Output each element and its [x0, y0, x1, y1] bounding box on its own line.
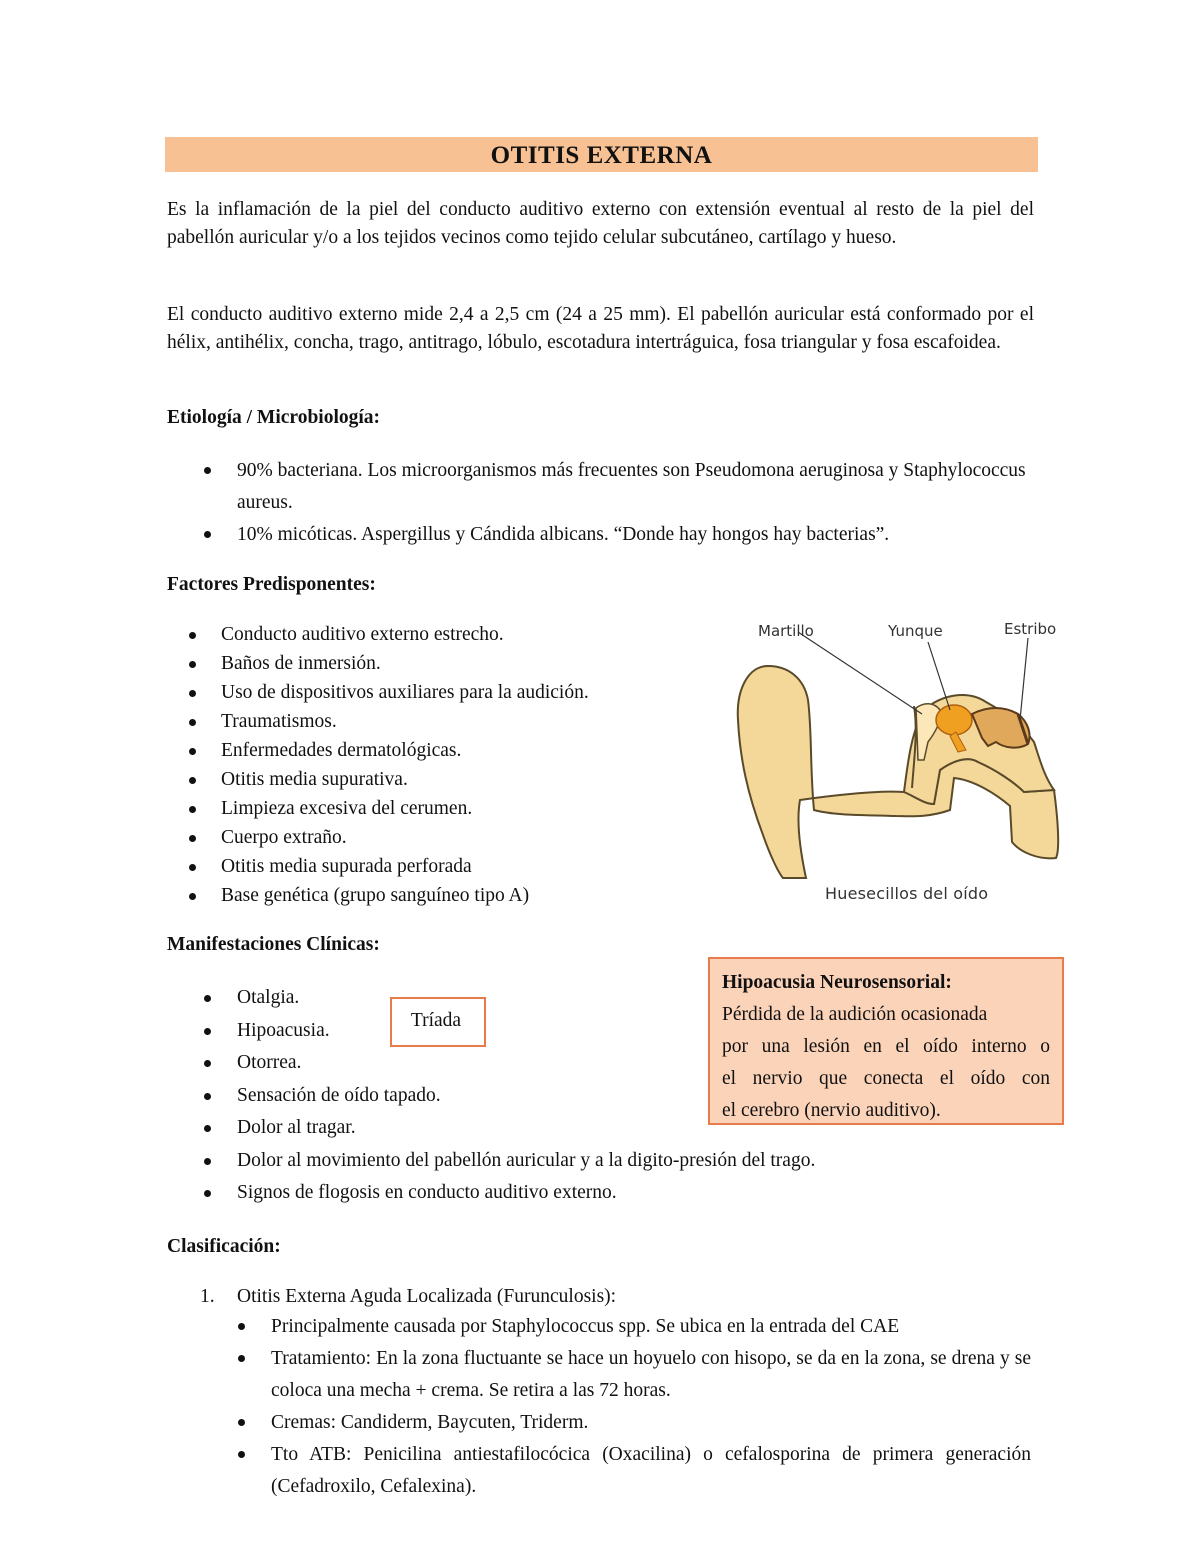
page-title: OTITIS EXTERNA	[165, 137, 1038, 172]
etiologia-list	[237, 455, 1034, 551]
ear-illustration	[728, 610, 1068, 880]
list-item: 90% bacteriana. Los microorganismos más frecuentes son Pseudomona aeruginosa y Staphylococcus aureus.	[237, 455, 1034, 519]
list-item: Otitis media supurativa.	[221, 765, 721, 794]
classification-title: Otitis Externa Aguda Localizada (Furunculosis):	[237, 1286, 617, 1307]
hipoacusia-line: el nervio que conecta el oído con	[722, 1068, 1050, 1089]
list-item	[200, 1282, 1037, 1503]
list-item: Otitis media supurada perforada	[221, 852, 721, 881]
incus-bone	[936, 705, 972, 735]
ear-ossicles-figure	[728, 610, 1068, 910]
list-item: Cuerpo extraño.	[221, 823, 721, 852]
figure-caption: Huesecillos del oído	[825, 884, 989, 903]
manifestaciones-heading: Manifestaciones Clínicas:	[167, 934, 380, 955]
list-item: Tto ATB: Penicilina antiestafilocócica (Oxacilina) o cefalosporina de primera generación (Cefadroxilo, Cefalexina).	[271, 1439, 1031, 1503]
clasificacion-list	[200, 1282, 1037, 1503]
intro-paragraph-2: El conducto auditivo externo mide 2,4 a 2,5 cm (24 a 25 mm). El pabellón auricular está conformado por el hélix, antihélix, concha, trago, antitrago, lóbulo, escotadura intertráguica, fosa triangular y fosa escafoidea.	[167, 304, 1034, 353]
martillo-leader-line	[798, 632, 922, 714]
hipoacusia-line: Pérdida de la audición ocasionada	[722, 1004, 988, 1025]
list-item: Base genética (grupo sanguíneo tipo A)	[221, 881, 721, 910]
list-item: Otalgia.	[237, 982, 1037, 1015]
list-item: Dolor al movimiento del pabellón auricular y a la digito-presión del trago.	[237, 1145, 1037, 1178]
hipoacusia-line: el cerebro (nervio auditivo).	[722, 1100, 941, 1121]
hipoacusia-title: Hipoacusia Neurosensorial:	[722, 972, 952, 993]
list-item: Traumatismos.	[221, 707, 721, 736]
label-martillo: Martillo	[758, 622, 814, 640]
clasificacion-heading: Clasificación:	[167, 1236, 281, 1257]
estribo-leader-line	[1020, 638, 1028, 720]
factores-heading: Factores Predisponentes:	[167, 574, 376, 595]
list-item: Cremas: Candiderm, Baycuten, Triderm.	[271, 1407, 1031, 1439]
list-item: Dolor al tragar.	[237, 1112, 1037, 1145]
list-item: Limpieza excesiva del cerumen.	[221, 794, 721, 823]
list-item: Otorrea.	[237, 1047, 1037, 1080]
list-item: Enfermedades dermatológicas.	[221, 736, 721, 765]
list-item: Hipoacusia.	[237, 1015, 1037, 1048]
etiologia-heading: Etiología / Microbiología:	[167, 407, 381, 428]
list-item: Signos de flogosis en conducto auditivo externo.	[237, 1177, 1037, 1210]
hipoacusia-line: por una lesión en el oído interno o	[722, 1036, 1050, 1057]
list-item: Tratamiento: En la zona fluctuante se hace un hoyuelo con hisopo, se da en la zona, se drena y se coloca una mecha + crema. Se retira a las 72 horas.	[271, 1343, 1031, 1407]
classification-sublist	[271, 1311, 1031, 1503]
intro-paragraph-1: Es la inflamación de la piel del conducto auditivo externo con extensión eventual al resto de la piel del pabellón auricular y/o a los tejidos vecinos como tejido celular subcutáneo, cartílago y hueso.	[167, 199, 1034, 248]
list-item: Conducto auditivo externo estrecho.	[221, 620, 721, 649]
label-yunque: Yunque	[888, 622, 943, 640]
list-number: 1.	[200, 1286, 215, 1307]
hipoacusia-callout	[708, 957, 1064, 1125]
list-item: Uso de dispositivos auxiliares para la audición.	[221, 678, 721, 707]
list-item: 10% micóticas. Aspergillus y Cándida albicans. “Donde hay hongos hay bacterias”.	[237, 519, 1034, 551]
factores-list	[221, 620, 721, 910]
label-estribo: Estribo	[1004, 620, 1057, 638]
list-item: Baños de inmersión.	[221, 649, 721, 678]
triada-box: Tríada	[390, 997, 486, 1047]
list-item: Principalmente causada por Staphylococcus spp. Se ubica en la entrada del CAE	[271, 1311, 1031, 1343]
list-item: Sensación de oído tapado.	[237, 1080, 1037, 1113]
